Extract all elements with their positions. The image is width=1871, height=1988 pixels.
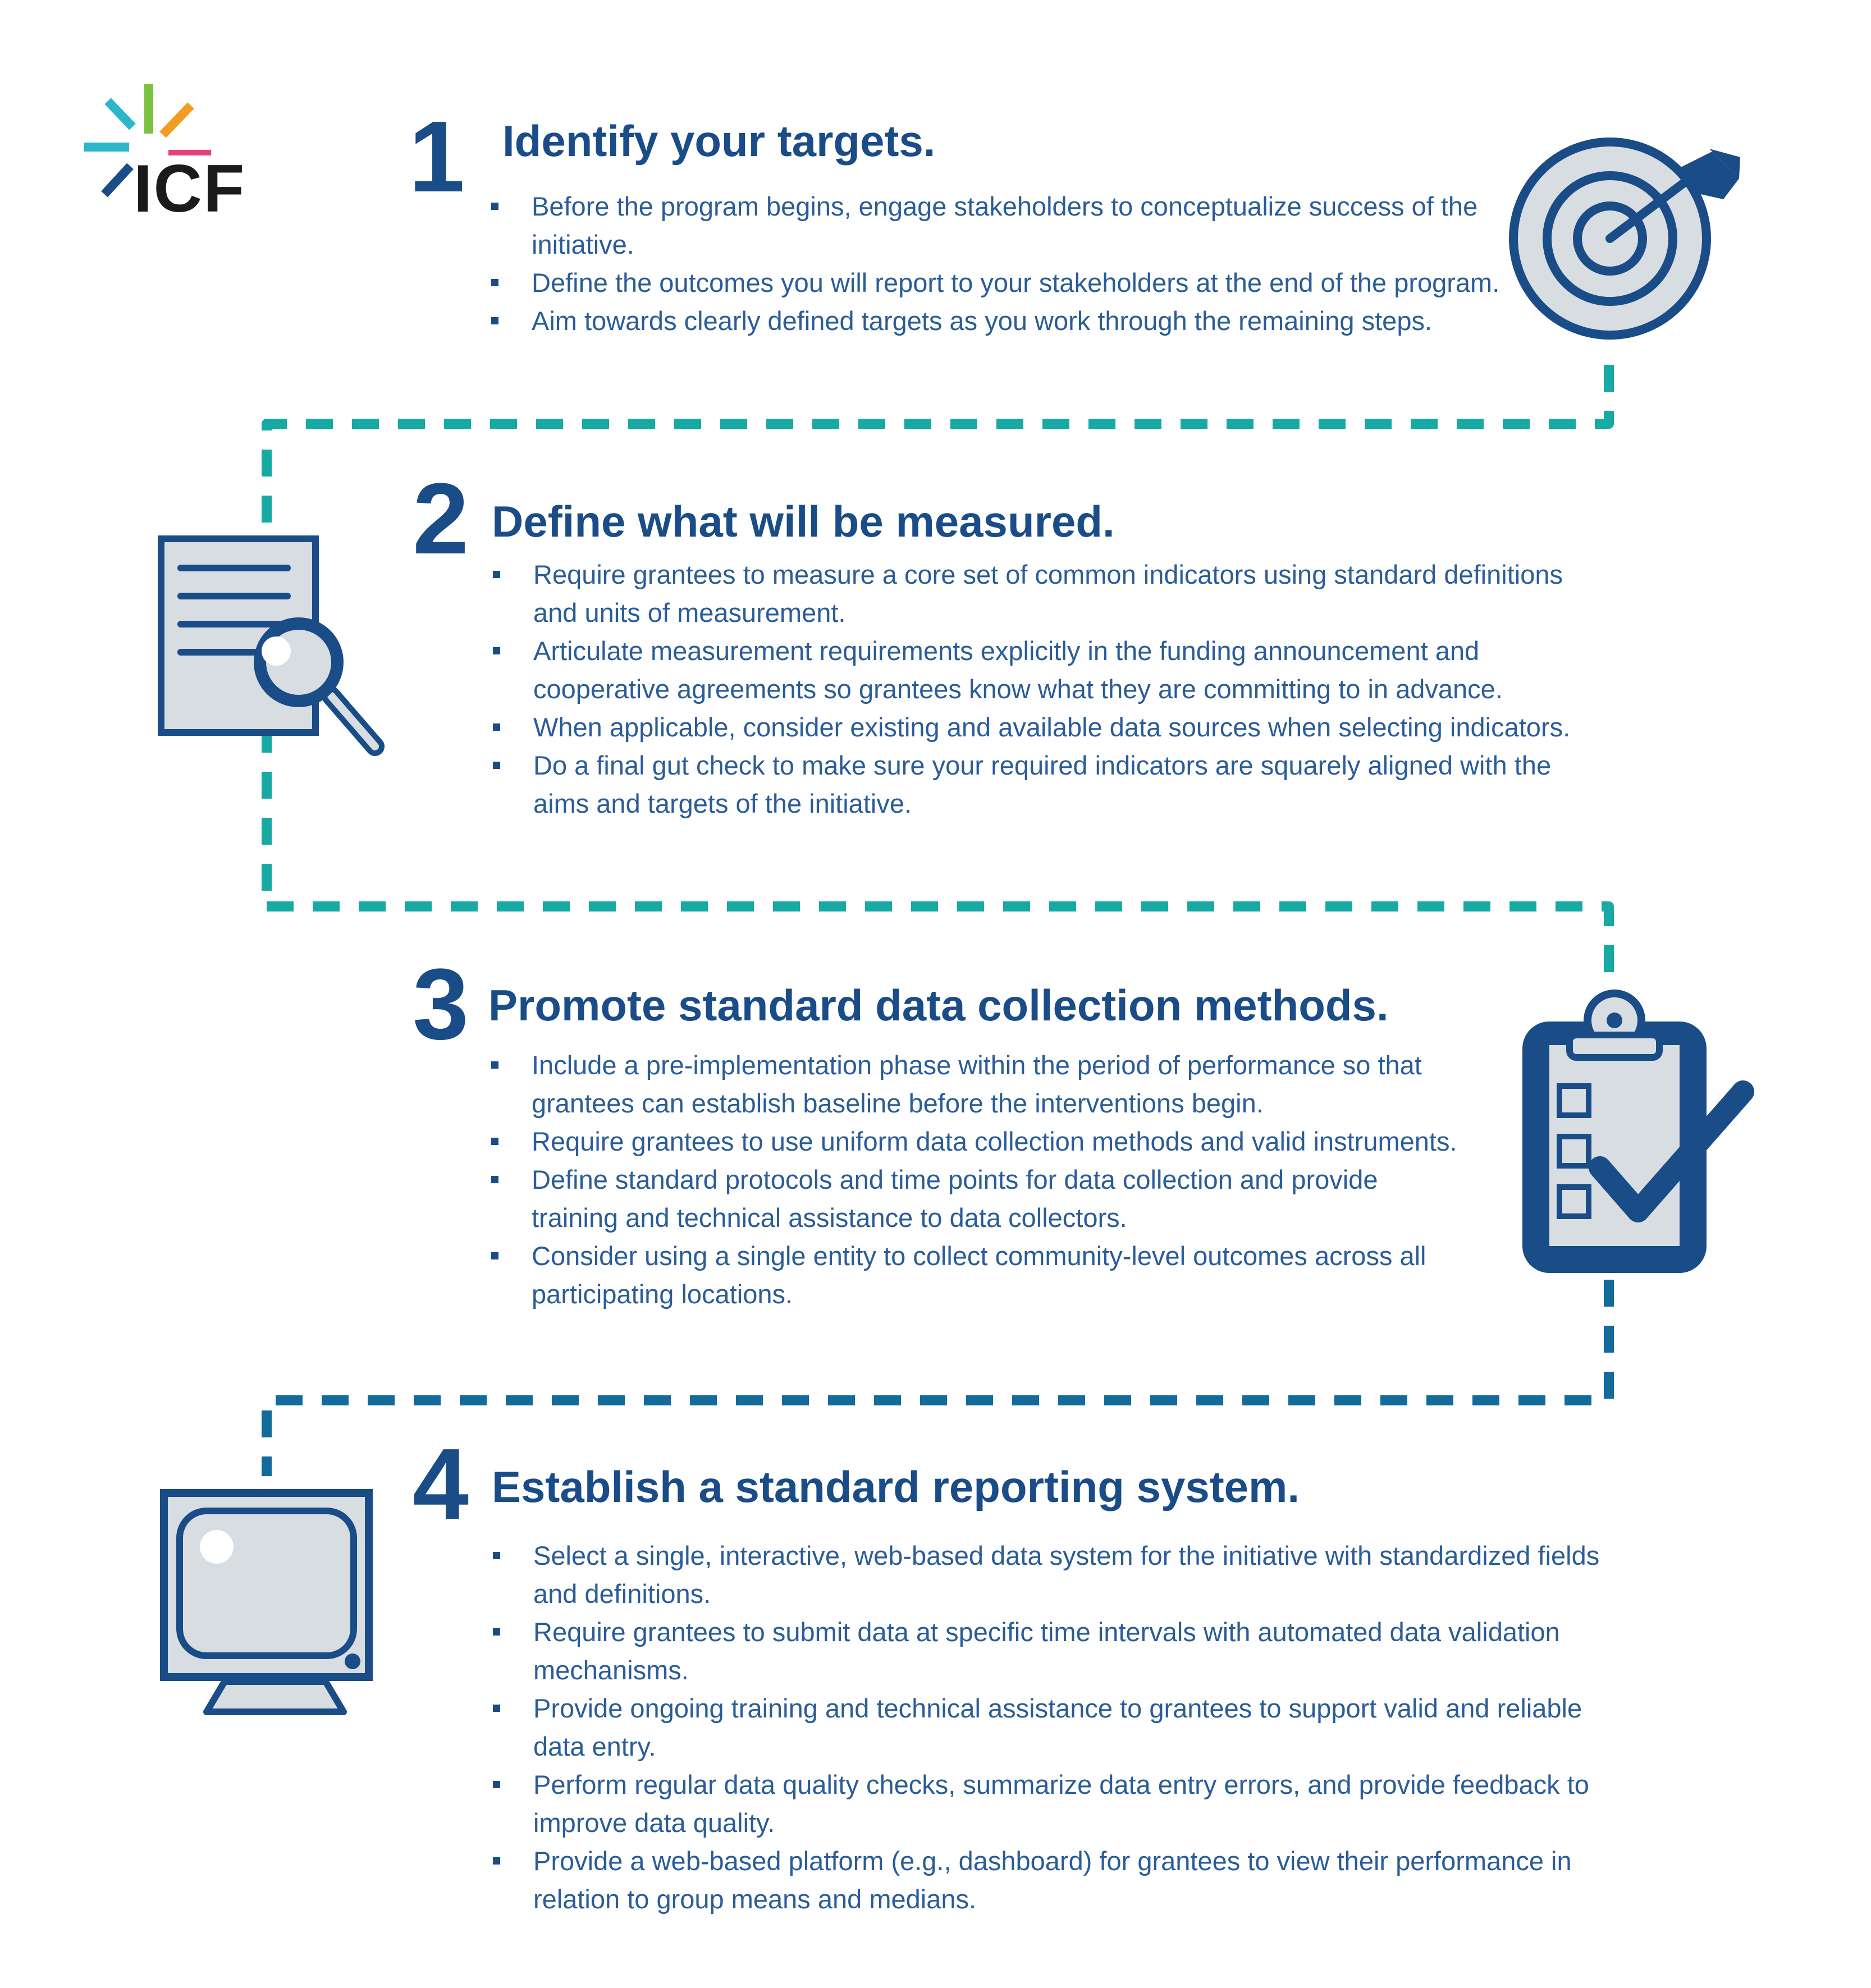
step-3-bullet-2: Require grantees to use uniform data collection methods and valid instruments. [491, 1123, 1468, 1161]
computer-monitor-icon [164, 1493, 369, 1712]
step-1-bullet-2: Define the outcomes you will report to your stakeholders at the end of the program. [491, 264, 1507, 302]
step-4-bullets [493, 1537, 1627, 1918]
step-2-bullet-4: Do a final gut check to make sure your required indicators are squarely aligned with the aims and targets of the initiative. [493, 746, 1610, 823]
step-1-bullet-3: Aim towards clearly defined targets as you work through the remaining steps. [491, 302, 1507, 340]
step-4-bullet-3: Provide ongoing training and technical assistance to grantees to support valid and reliable data entry. [493, 1689, 1627, 1766]
step-1-bullets [491, 187, 1507, 340]
step-3-bullets [491, 1046, 1468, 1313]
step-2-bullet-1: Require grantees to measure a core set of common indicators using standard definitions and units of measurement. [493, 556, 1610, 632]
step-3-bullet-4: Consider using a single entity to collect community-level outcomes across all participating locations. [491, 1237, 1468, 1313]
step-3-number: 3 [413, 948, 469, 1061]
step-2-title: Define what will be measured. [492, 497, 1115, 546]
step-2-bullets [493, 556, 1610, 823]
step-4-title: Establish a standard reporting system. [492, 1462, 1300, 1511]
step-3-bullet-3: Define standard protocols and time points for data collection and provide training and technical assistance to data collectors. [491, 1161, 1468, 1237]
step-4-bullet-4: Perform regular data quality checks, summarize data entry errors, and provide feedback to improve data quality. [493, 1766, 1627, 1842]
step-2-bullet-2: Articulate measurement requirements explicitly in the funding announcement and cooperative agreements so grantees know what they are committing to in advance. [493, 632, 1610, 708]
step-2-number: 2 [413, 462, 469, 575]
step-2-bullet-3: When applicable, consider existing and available data sources when selecting indicators. [493, 708, 1610, 746]
step-4-bullet-1: Select a single, interactive, web-based data system for the initiative with standardized fields and definitions. [493, 1537, 1627, 1613]
document-magnifier-icon [161, 539, 375, 746]
icf-logo-text: ICF [134, 151, 246, 226]
step-3-bullet-1: Include a pre-implementation phase within the period of performance so that grantees can establish baseline before the interventions begin. [491, 1046, 1468, 1123]
step-1-bullet-1: Before the program begins, engage stakeholders to conceptualize success of the initiative. [491, 187, 1507, 264]
step-4-bullet-5: Provide a web-based platform (e.g., dashboard) for grantees to view their performance in relation to group means and medians. [493, 1842, 1627, 1918]
step-1-title: Identify your targets. [502, 116, 936, 166]
step-4-number: 4 [413, 1428, 469, 1541]
clipboard-checklist-icon [1522, 993, 1743, 1273]
step-1-number: 1 [409, 100, 465, 213]
target-icon [1513, 142, 1740, 335]
step-3-title: Promote standard data collection methods. [488, 981, 1389, 1030]
step-4-bullet-2: Require grantees to submit data at specific time intervals with automated data validation mechanisms. [493, 1613, 1627, 1689]
